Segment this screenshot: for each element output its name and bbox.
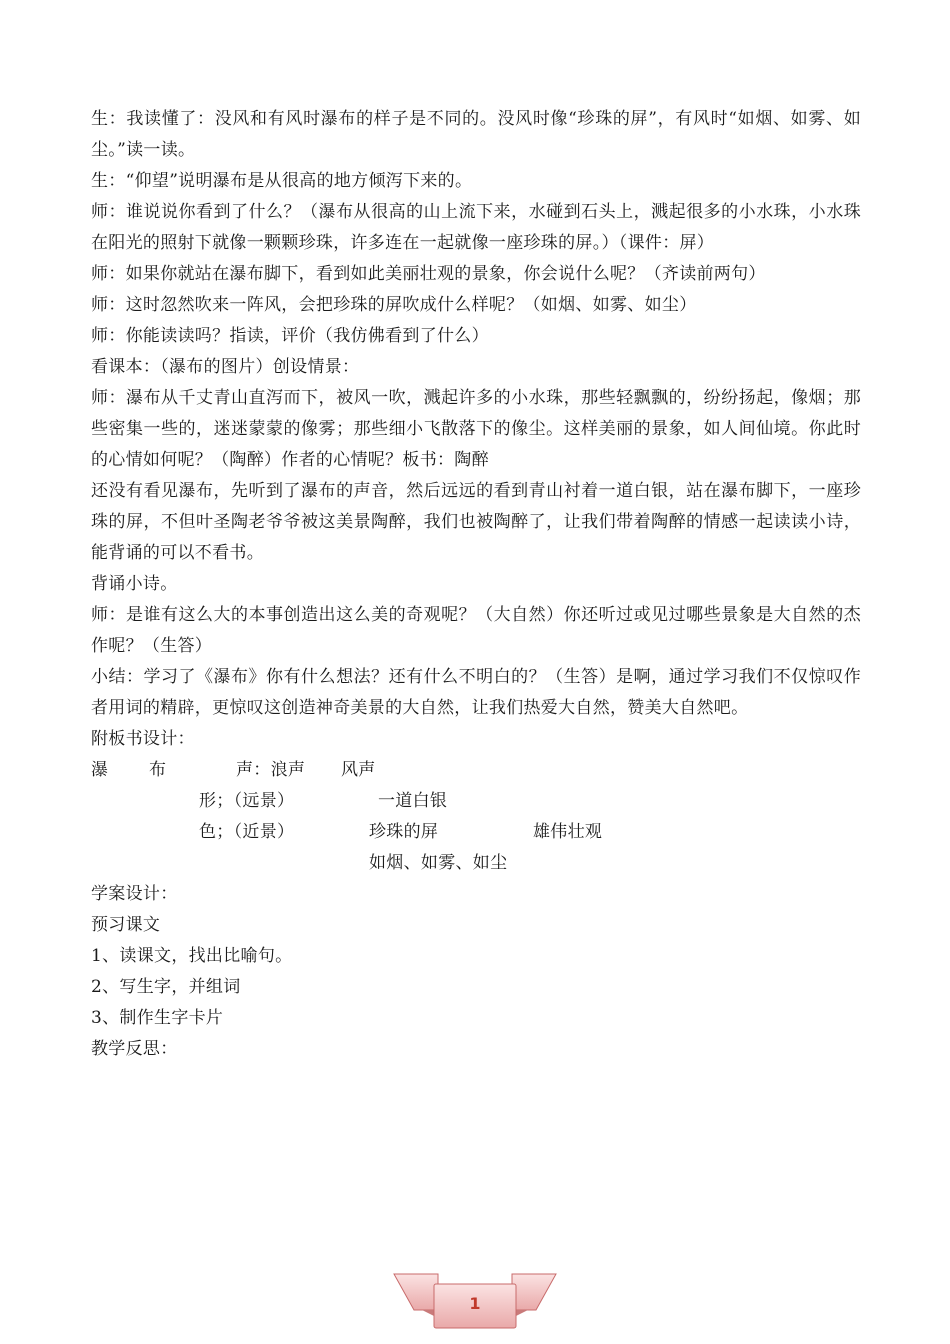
paragraph: 师：这时忽然吹来一阵风，会把珍珠的屏吹成什么样呢？（如烟、如雾、如尘） (91, 295, 697, 315)
paragraph: 师：你能读读吗？指读，评价（我仿佛看到了什么） (91, 326, 489, 346)
paragraph: 附板书设计： (91, 729, 195, 749)
paragraph: 还没有看见瀑布，先听到了瀑布的声音，然后远远的看到青山衬着一道白银，站在瀑布脚下，一座珍珠的屏，不但叶圣陶老爷爷被这美景陶醉，我们也被陶醉了，让我们带着陶醉的情感一起读读小诗，能背诵的可以不看书。 (91, 481, 861, 563)
board-shape: 形；（远景） (199, 791, 295, 811)
document-body (91, 104, 861, 1065)
board-title-char: 布 (149, 760, 167, 780)
board-color: 色；（近景） (199, 822, 295, 842)
paragraph: 教学反思： (91, 1039, 178, 1059)
paragraph: 学案设计： (91, 884, 178, 904)
board-color-value-2: 如烟、如雾、如尘 (369, 853, 508, 873)
paragraph: 生：“仰望”说明瀑布是从很高的地方倾泻下来的。 (91, 171, 473, 191)
blackboard-design (91, 755, 861, 879)
paragraph: 师：瀑布从千丈青山直泻而下，被风一吹，溅起许多的小水珠，那些轻飘飘的，纷纷扬起，像烟；那些密集一些的，迷迷蒙蒙的像雾；那些细小飞散落下的像尘。这样美丽的景象，如人间仙境。你此时的心情如何呢？（陶醉）作者的心情呢？板书：陶醉 (91, 388, 861, 470)
paragraph: 师：如果你就站在瀑布脚下，看到如此美丽壮观的景象，你会说什么呢？（齐读前两句） (91, 264, 766, 284)
board-shape-value: 一道白银 (378, 791, 448, 811)
list-item: 1、读课文，找出比喻句。 (91, 946, 293, 966)
list-item: 2、写生字，并组词 (91, 977, 241, 997)
paragraph: 生：我读懂了：没风和有风时瀑布的样子是不同的。没风时像“珍珠的屏”，有风时“如烟、如雾、如尘。”读一读。 (91, 109, 861, 160)
board-color-value: 珍珠的屏 (369, 822, 439, 842)
board-sound-2: 风声 (341, 760, 376, 780)
paragraph: 看课本：（瀑布的图片）创设情景： (91, 357, 360, 377)
page-number-ribbon (392, 1270, 558, 1336)
paragraph: 师：是谁有这么大的本事创造出这么美的奇观呢？（大自然）你还听过或见过哪些景象是大自然的杰作呢？（生答） (91, 605, 861, 656)
paragraph: 背诵小诗。 (91, 574, 178, 594)
paragraph: 师：谁说说你看到了什么？（瀑布从很高的山上流下来，水碰到石头上，溅起很多的小水珠，小水珠在阳光的照射下就像一颗颗珍珠，许多连在一起就像一座珍珠的屏。）（课件：屏） (91, 202, 861, 253)
board-title-char: 瀑 (91, 760, 109, 780)
list-item: 3、制作生字卡片 (91, 1008, 224, 1028)
board-summary: 雄伟壮观 (533, 822, 603, 842)
paragraph: 预习课文 (91, 915, 161, 935)
paragraph: 小结：学习了《瀑布》你有什么想法？还有什么不明白的？（生答）是啊，通过学习我们不仅惊叹作者用词的精辟，更惊叹这创造神奇美景的大自然，让我们热爱大自然，赞美大自然吧。 (91, 667, 861, 718)
board-sound: 声：浪声 (236, 760, 306, 780)
page-number: 1 (469, 1294, 481, 1313)
